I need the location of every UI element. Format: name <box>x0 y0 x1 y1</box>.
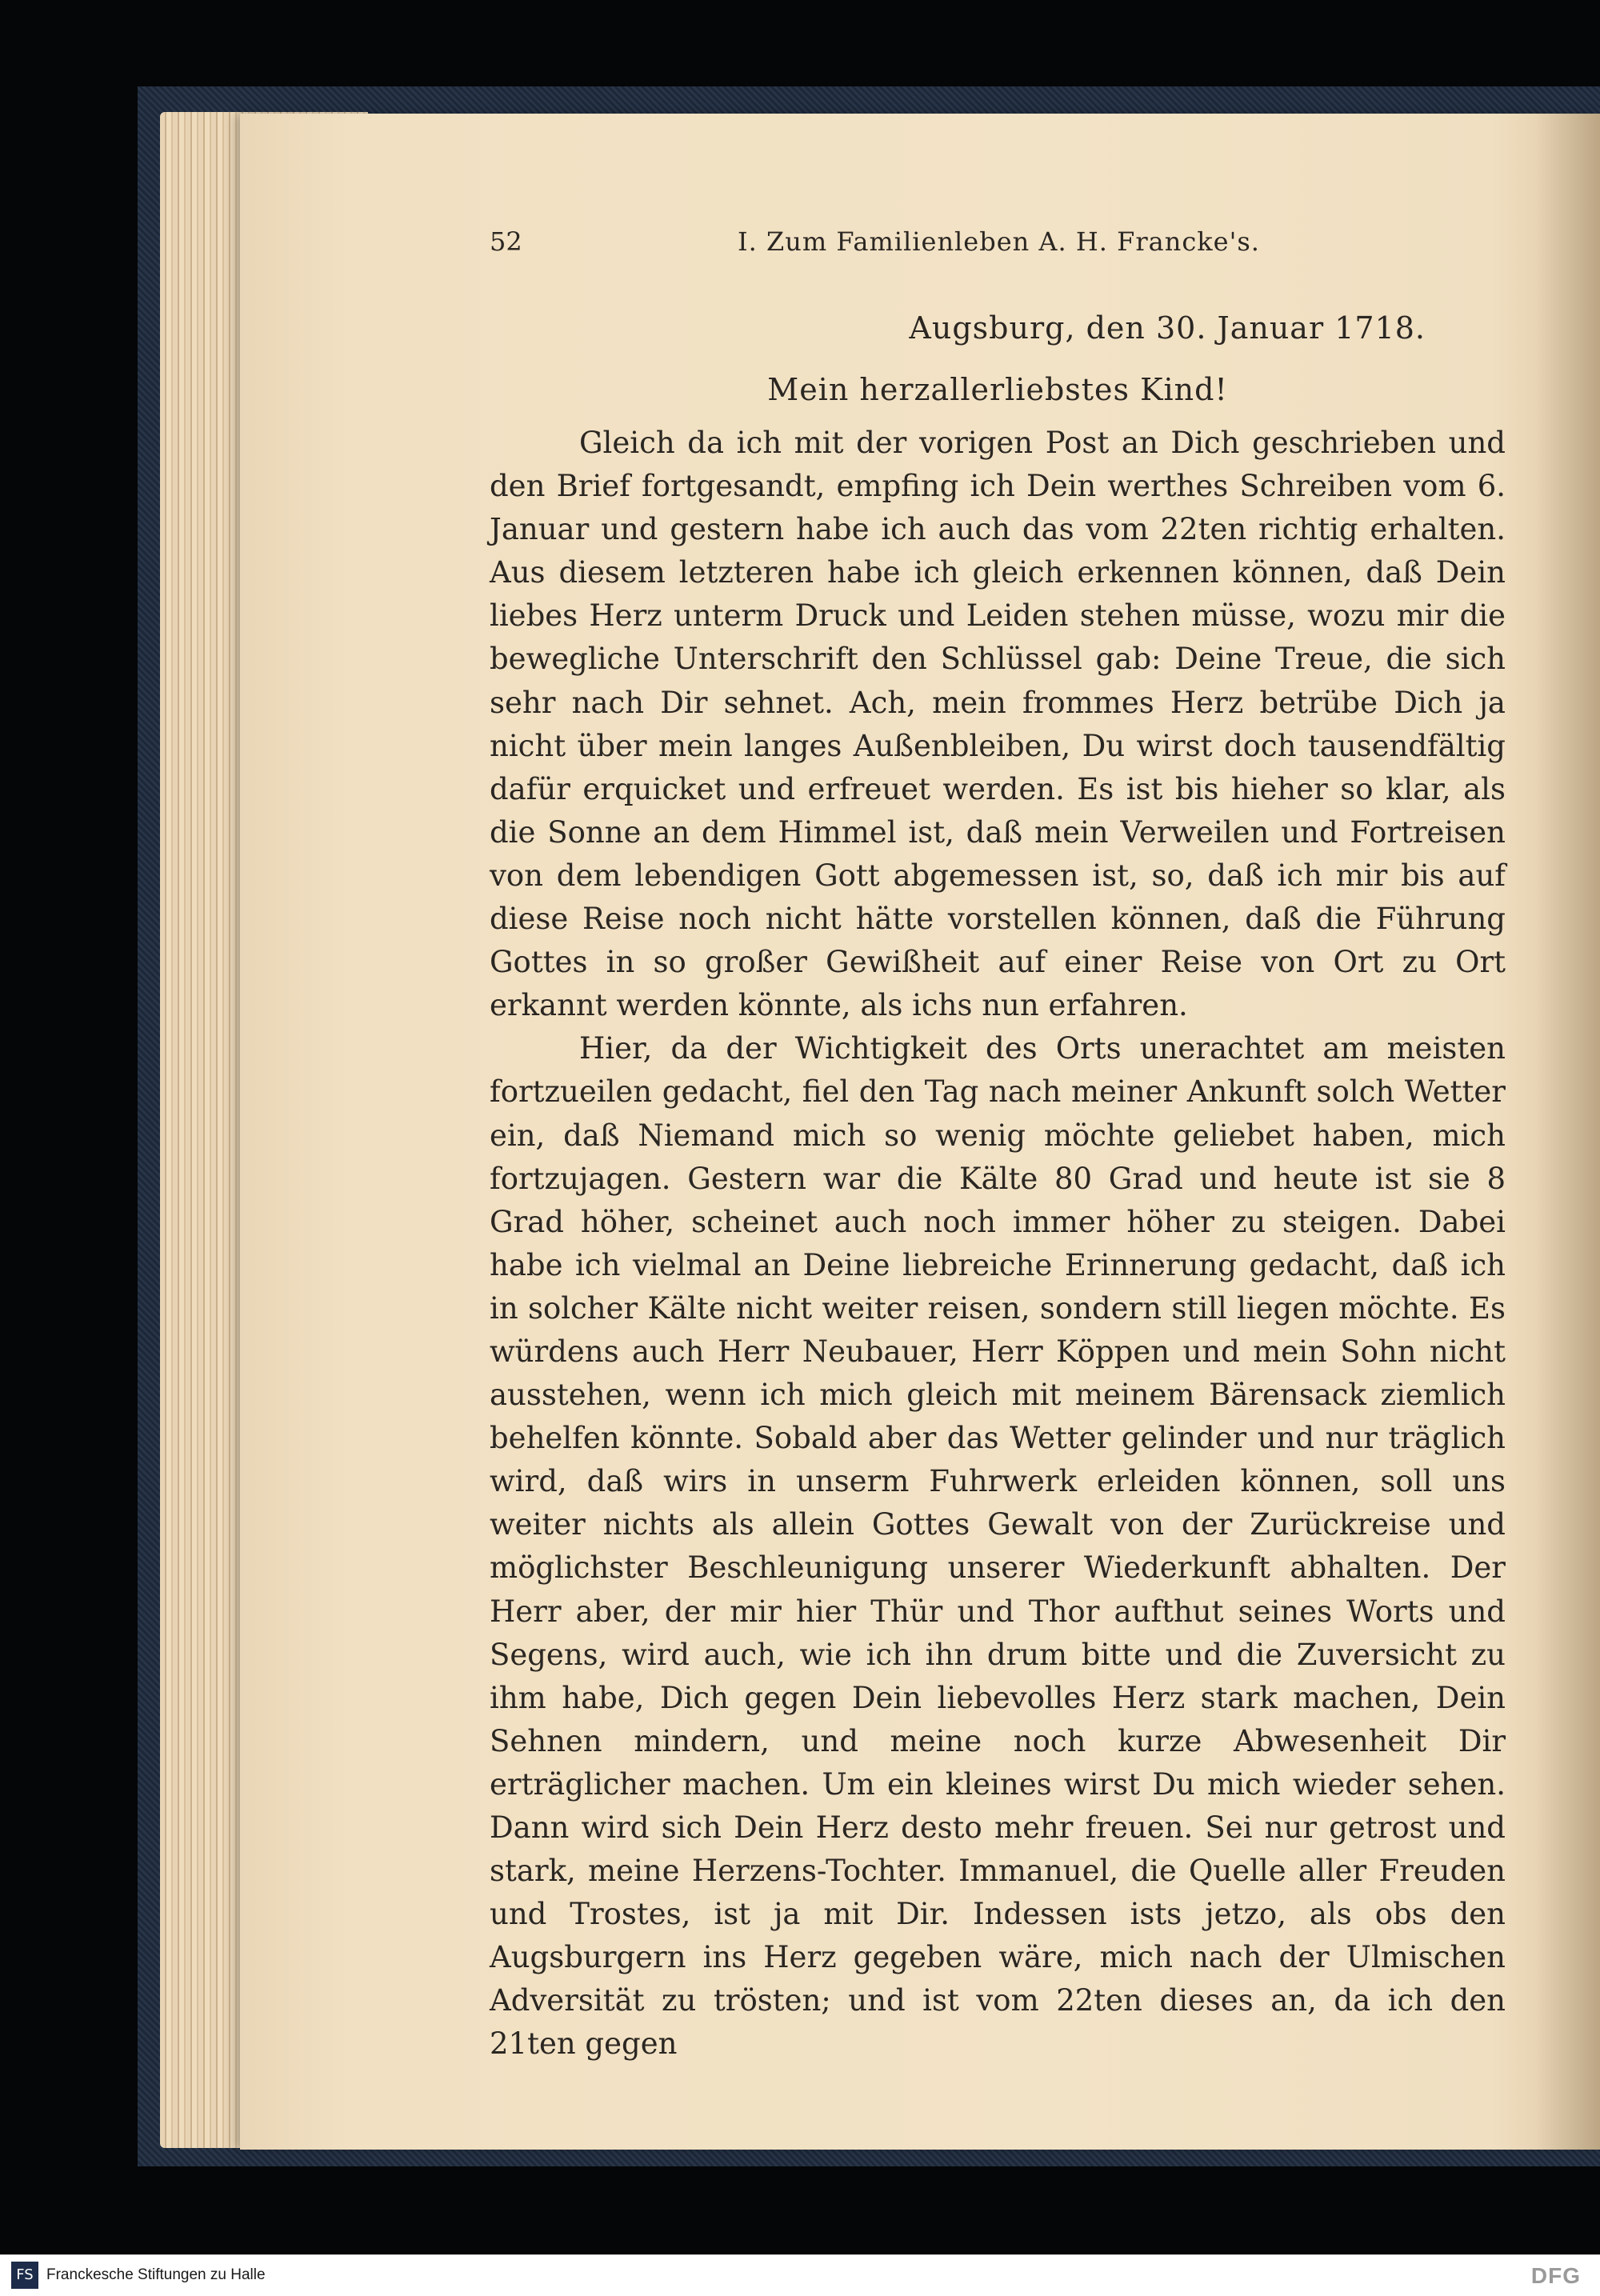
dfg-logo[interactable]: DFG <box>1530 2263 1581 2288</box>
paragraph-1: Gleich da ich mit der vorigen Post an Dich geschrieben und den Brief fortgesandt, empfing ich Dein werthes Schreiben vom 6. Januar und gestern habe ich auch das vom 22ten richtig erhalten. Aus diesem letzteren habe ich gleich erkennen können, daß Dein liebes Herz unterm Druck und Leiden stehen müsse, wozu mir die bewegliche Unterschrift den Schlüssel gab: Deine Treue, die sich sehr nach Dir sehnet. Ach, mein frommes Herz betrübe Dich ja nicht über mein langes Außenbleiben, Du wirst doch tausendfältig dafür erquicket und erfreuet werden. Es ist bis hieher so klar, als die Sonne an dem Himmel ist, daß mein Verweilen und Fortreisen von dem lebendigen Gott abgemessen ist, so, daß ich mir bis auf diese Reise noch nicht hätte vorstellen können, daß die Führung Gottes in so großer Gewißheit auf einer Reise von Ort zu Ort erkannt werden könnte, als ichs nun erfahren. <box>490 426 1506 1023</box>
letter-body <box>490 422 1506 2066</box>
letter-dateline: Augsburg, den 30. Januar 1718. <box>909 310 1426 346</box>
running-header <box>490 226 1506 266</box>
letter-salutation: Mein herzallerliebstes Kind! <box>767 372 1228 407</box>
running-title: I. Zum Familienleben A. H. Francke's. <box>738 226 1260 257</box>
paragraph-2: Hier, da der Wichtigkeit des Orts unerachtet am meisten fortzueilen gedacht, fiel den Tag nach meiner Ankunft solch Wetter ein, daß Niemand mich so wenig möchte geliebet haben, mich fortzujagen. Gestern war die Kälte 80 Grad und heute ist sie 8 Grad höher, scheinet auch noch immer höher zu steigen. Dabei habe ich vielmal an Deine liebreiche Erinnerung gedacht, daß ich in solcher Kälte nicht weiter reisen, sondern still liegen möchte. Es würdens auch Herr Neubauer, Herr Köppen und mein Sohn nicht ausstehen, wenn ich mich gleich mit meinem Bärensack ziemlich behelfen könnte. Sobald aber das Wetter gelinder und nur träglich wird, daß wirs in unserm Fuhrwerk erleiden können, soll uns weiter nichts als allein Gottes Gewalt von der Zurückreise und möglichster Beschleunigung unserer Wiederkunft abhalten. Der Herr aber, der mir hier Thür und Thor aufthut seines Worts und Segens, wird auch, wie ich ihn drum bitte und die Zuversicht zu ihm habe, Dich gegen Dein liebevolles Herz stark machen, Dein Sehnen mindern, und meine noch kurze Abwesenheit Dir erträglicher machen. Um ein kleines wirst Du mich wieder sehen. Dann wird sich Dein Herz desto mehr freuen. Sei nur getrost und stark, meine Herzens-Tochter. Immanuel, die Quelle aller Freuden und Trostes, ist ja mit Dir. Indessen ists jetzo, als obs den Augsburgern ins Herz gegeben wäre, mich nach der Ulmischen Adversität zu trösten; und ist vom 22ten dieses an, da ich den 21ten gegen <box>490 1031 1506 2062</box>
page-number: 52 <box>490 226 522 257</box>
viewer-footer <box>0 2254 1600 2296</box>
page-gutter <box>1536 114 1600 2150</box>
institution-logo-icon[interactable]: FS <box>11 2262 38 2289</box>
institution-name[interactable]: Franckesche Stiftungen zu Halle <box>46 2266 266 2283</box>
